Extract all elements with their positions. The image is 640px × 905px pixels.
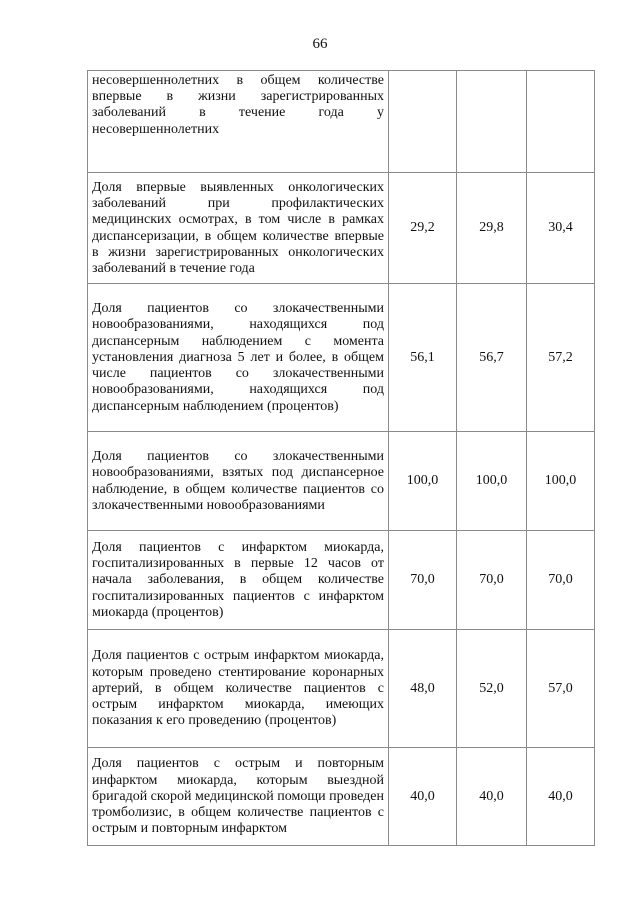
value-year-2: 70,0	[457, 531, 527, 630]
table-row	[88, 748, 595, 846]
value-year-2: 40,0	[457, 748, 527, 846]
table-row	[88, 630, 595, 748]
value-year-3: 30,4	[527, 173, 595, 284]
table-row	[88, 173, 595, 284]
value-year-2	[457, 71, 527, 173]
indicators-table	[87, 70, 595, 846]
table-row	[88, 432, 595, 531]
table-row	[88, 531, 595, 630]
indicator-description: Доля пациентов со злокачественными новообразованиями, взятых под диспансерное наблюдение, в общем количестве пациентов со злокачественными новообразованиями	[88, 432, 389, 531]
indicator-description: Доля пациентов с инфарктом миокарда, госпитализированных в первые 12 часов от начала заболевания, в общем количестве госпитализированных пациентов с инфарктом миокарда (процентов)	[88, 531, 389, 630]
value-year-1: 40,0	[389, 748, 457, 846]
value-year-1	[389, 71, 457, 173]
value-year-2: 56,7	[457, 284, 527, 432]
indicator-description: Доля пациентов со злокачественными новообразованиями, находящихся под диспансерным наблюдением с момента установления диагноза 5 лет и более, в общем числе пациентов со злокачественными новообразованиями, находящихся под диспансерным наблюдением (процентов)	[88, 284, 389, 432]
value-year-1: 70,0	[389, 531, 457, 630]
value-year-3	[527, 71, 595, 173]
value-year-2: 29,8	[457, 173, 527, 284]
value-year-1: 100,0	[389, 432, 457, 531]
value-year-3: 70,0	[527, 531, 595, 630]
indicator-description: несовершеннолетних в общем количестве впервые в жизни зарегистрированных заболеваний в течение года у несовершеннолетних	[88, 71, 389, 173]
value-year-1: 48,0	[389, 630, 457, 748]
table-row	[88, 284, 595, 432]
indicator-description: Доля пациентов с острым инфарктом миокарда, которым проведено стентирование коронарных артерий, в общем количестве пациентов с острым инфарктом миокарда, имеющих показания к его проведению (процентов)	[88, 630, 389, 748]
value-year-1: 56,1	[389, 284, 457, 432]
table-row	[88, 71, 595, 173]
value-year-3: 40,0	[527, 748, 595, 846]
value-year-3: 57,0	[527, 630, 595, 748]
indicator-description: Доля пациентов с острым и повторным инфарктом миокарда, которым выездной бригадой скорой медицинской помощи проведен тромболизис, в общем количестве пациентов с острым и повторным инфарктом	[88, 748, 389, 846]
page-number: 66	[312, 36, 328, 52]
value-year-3: 100,0	[527, 432, 595, 531]
indicator-description: Доля впервые выявленных онкологических заболеваний при профилактических медицинских осмотрах, в том числе в рамках диспансеризации, в общем количестве впервые в жизни зарегистрированных онкологических заболеваний в течение года	[88, 173, 389, 284]
value-year-2: 52,0	[457, 630, 527, 748]
value-year-3: 57,2	[527, 284, 595, 432]
value-year-2: 100,0	[457, 432, 527, 531]
value-year-1: 29,2	[389, 173, 457, 284]
